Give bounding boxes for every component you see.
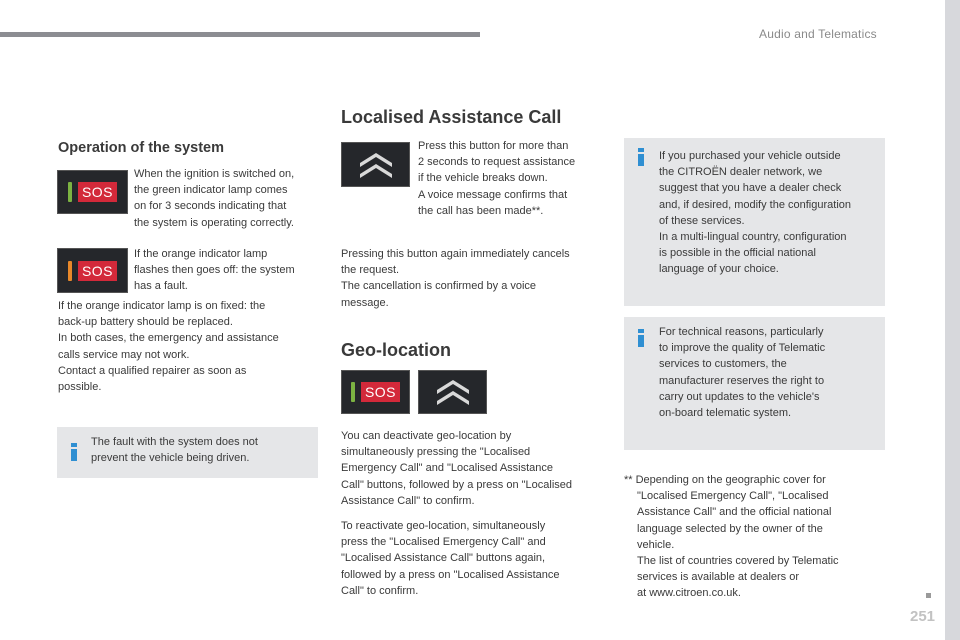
sos-label: SOS [78,261,117,281]
assistance-button-small [418,370,487,414]
orange-indicator-lamp [68,261,72,281]
citroen-chevrons-icon [434,376,472,408]
geo-deactivate-text: You can deactivate geo-location by simultaneously pressing the "Localised Emergency Call" and "Localised Assistance Call" buttons, followed by a press on "Localised Assistance Call" to confirm. [341,430,572,507]
orange-lamp-text: If the orange indicator lamp flashes then goes off: the system has a fault. [134,248,295,293]
info-box-fault [57,427,318,478]
info-icon [638,148,644,166]
info-icon [71,443,77,461]
info-icon [638,329,644,347]
section-title: Audio and Telematics [759,27,877,41]
assistance-cancel-text: Pressing this button again immediately cancels the request. The cancellation is confirmed by a voice message. [341,248,570,309]
header-rule [0,32,480,37]
sos-button-orange [57,248,128,293]
green-indicator-lamp [351,382,355,402]
info-text: If you purchased your vehicle outside the CITROËN dealer network, we suggest that you have a dealer check and, if desired, modify the configuration of these services. In a multi-lingual country, configuration is possible in the official national language of your choice. [659,150,852,276]
sos-button-green [57,170,128,214]
page-edge-strip [945,0,960,640]
geo-heading: Geo-location [341,340,452,360]
page-number: 251 [910,608,936,625]
sos-label: SOS [78,182,117,202]
footnote: ** Depending on the geographic cover for "Localised Emergency Call", "Localised Assistance Call" and the official national language selected by the owner of the vehicle. The list of countries covered by Telematic services is available at dealers or at www.citroen.co.uk. [624,474,839,600]
fixed-lamp-text: If the orange indicator lamp is on fixed: the back-up battery should be replaced. In both cases, the emergency and assistance calls service may not work. Contact a qualified repairer as soon as possible. [58,300,279,394]
assistance-button [341,142,410,187]
assistance-press-text: Press this button for more than 2 seconds to request assistance if the vehicle breaks down. A voice message confirms that the call has been made**. [418,140,576,217]
citroen-chevrons-icon [357,149,395,181]
info-text: For technical reasons, particularly to improve the quality of Telematic services to customers, the manufacturer reserves the right to carry out updates to the vehicle's on-board telematic system. [659,326,826,420]
info-text: The fault with the system does not prevent the vehicle being driven. [91,436,258,465]
green-indicator-lamp [68,182,72,202]
info-box-updates [624,317,885,450]
page-marker [926,593,931,598]
geo-reactivate-text: To reactivate geo-location, simultaneously press the "Localised Emergency Call" and "Localised Assistance Call" buttons again, followed by a press on "Localised Assistance Call" to confirm. [341,520,560,597]
sos-button [341,370,410,414]
operation-heading: Operation of the system [58,140,224,156]
info-box-dealer [624,138,885,306]
sos-label: SOS [361,382,400,402]
green-lamp-text: When the ignition is switched on, the green indicator lamp comes on for 3 seconds indicating that the system is operating correctly. [134,168,295,229]
assistance-heading: Localised Assistance Call [341,107,562,127]
